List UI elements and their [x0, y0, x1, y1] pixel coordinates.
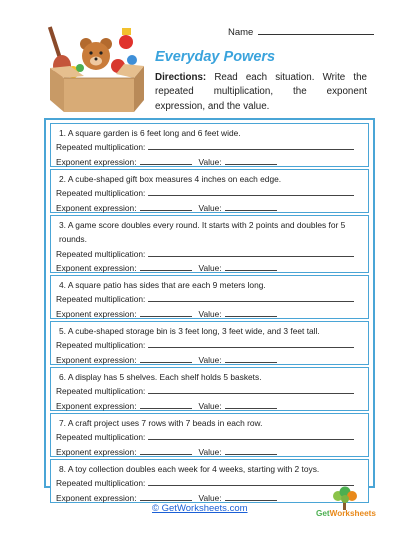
exponent-label: Exponent expression:	[56, 308, 137, 319]
repeated-blank[interactable]	[148, 142, 354, 150]
problems-frame	[44, 118, 375, 503]
exponent-blank[interactable]	[140, 203, 192, 211]
value-label: Value:	[198, 492, 222, 503]
repeated-blank[interactable]	[148, 340, 354, 348]
repeated-row	[56, 186, 368, 200]
exponent-row	[56, 399, 368, 413]
exponent-label: Exponent expression:	[56, 262, 137, 273]
exponent-blank[interactable]	[140, 447, 192, 455]
brand-worksheets: Worksheets	[329, 509, 376, 518]
repeated-label: Repeated multiplication:	[56, 248, 146, 259]
exponent-blank[interactable]	[140, 401, 192, 409]
name-field[interactable]	[228, 26, 374, 38]
problem-card	[50, 275, 369, 319]
exponent-blank[interactable]	[140, 309, 192, 317]
repeated-blank[interactable]	[148, 188, 354, 196]
value-blank[interactable]	[225, 401, 277, 409]
problem-text: 2. A cube-shaped gift box measures 4 inches on each edge.	[59, 174, 282, 184]
exponent-label: Exponent expression:	[56, 492, 137, 503]
value-label: Value:	[198, 308, 222, 319]
tree-logo-icon	[316, 486, 374, 530]
value-blank[interactable]	[225, 493, 277, 501]
repeated-row	[56, 247, 368, 261]
exponent-row	[56, 353, 368, 367]
repeated-label: Repeated multiplication:	[56, 386, 146, 397]
brand-name	[316, 509, 376, 518]
problem-card	[50, 215, 369, 273]
value-blank[interactable]	[225, 447, 277, 455]
value-label: Value:	[198, 202, 222, 213]
copyright-link[interactable]: © GetWorksheets.com	[152, 503, 248, 514]
value-label: Value:	[198, 262, 222, 273]
repeated-blank[interactable]	[148, 386, 354, 394]
repeated-label: Repeated multiplication:	[56, 294, 146, 305]
value-blank[interactable]	[225, 355, 277, 363]
problem-card	[50, 169, 369, 213]
directions-text: Read each situation. Write the repeated multiplication, the exponent expression, and the value.	[155, 72, 367, 112]
exponent-row	[56, 155, 368, 169]
exponent-label: Exponent expression:	[56, 354, 137, 365]
exponent-row	[56, 261, 368, 275]
repeated-blank[interactable]	[148, 294, 354, 302]
problem-text: 5. A cube-shaped storage bin is 3 feet long, 3 feet wide, and 3 feet tall.	[59, 326, 320, 336]
value-blank[interactable]	[225, 157, 277, 165]
problem-text: 4. A square patio has sides that are each 9 meters long.	[59, 280, 266, 290]
repeated-row	[56, 430, 368, 444]
value-blank[interactable]	[225, 263, 277, 271]
exponent-blank[interactable]	[140, 157, 192, 165]
exponent-row	[56, 307, 368, 321]
problem-card	[50, 123, 369, 167]
directions	[155, 71, 367, 114]
value-label: Value:	[198, 400, 222, 411]
repeated-label: Repeated multiplication:	[56, 478, 146, 489]
problem-text: 8. A toy collection doubles each week for 4 weeks, starting with 2 toys.	[59, 464, 320, 474]
value-blank[interactable]	[225, 309, 277, 317]
problem-text: 6. A display has 5 shelves. Each shelf holds 5 baskets.	[59, 372, 262, 382]
repeated-row	[56, 338, 368, 352]
toy-box-icon	[40, 22, 148, 114]
problem-card	[50, 413, 369, 457]
name-label: Name	[228, 27, 254, 38]
repeated-label: Repeated multiplication:	[56, 340, 146, 351]
repeated-row	[56, 292, 368, 306]
value-label: Value:	[198, 446, 222, 457]
exponent-blank[interactable]	[140, 355, 192, 363]
repeated-label: Repeated multiplication:	[56, 142, 146, 153]
repeated-blank[interactable]	[148, 249, 354, 257]
exponent-row	[56, 201, 368, 215]
exponent-label: Exponent expression:	[56, 156, 137, 167]
value-label: Value:	[198, 354, 222, 365]
exponent-blank[interactable]	[140, 493, 192, 501]
problem-text: 3. A game score doubles every round. It starts with 2 points and doubles for 5 rounds.	[59, 220, 346, 245]
repeated-blank[interactable]	[148, 432, 354, 440]
value-blank[interactable]	[225, 203, 277, 211]
name-blank[interactable]	[258, 26, 374, 35]
repeated-row	[56, 384, 368, 398]
exponent-blank[interactable]	[140, 263, 192, 271]
exponent-label: Exponent expression:	[56, 400, 137, 411]
brand-get: Get	[316, 509, 330, 518]
problem-card	[50, 321, 369, 365]
problem-text: 7. A craft project uses 7 rows with 7 beads in each row.	[59, 418, 263, 428]
exponent-label: Exponent expression:	[56, 446, 137, 457]
exponent-row	[56, 445, 368, 459]
directions-label: Directions:	[155, 72, 207, 83]
problem-card	[50, 367, 369, 411]
repeated-label: Repeated multiplication:	[56, 188, 146, 199]
problem-text: 1. A square garden is 6 feet long and 6 feet wide.	[59, 128, 241, 138]
worksheet-title: Everyday Powers	[155, 49, 276, 65]
repeated-label: Repeated multiplication:	[56, 432, 146, 443]
repeated-row	[56, 140, 368, 154]
value-label: Value:	[198, 156, 222, 167]
exponent-label: Exponent expression:	[56, 202, 137, 213]
